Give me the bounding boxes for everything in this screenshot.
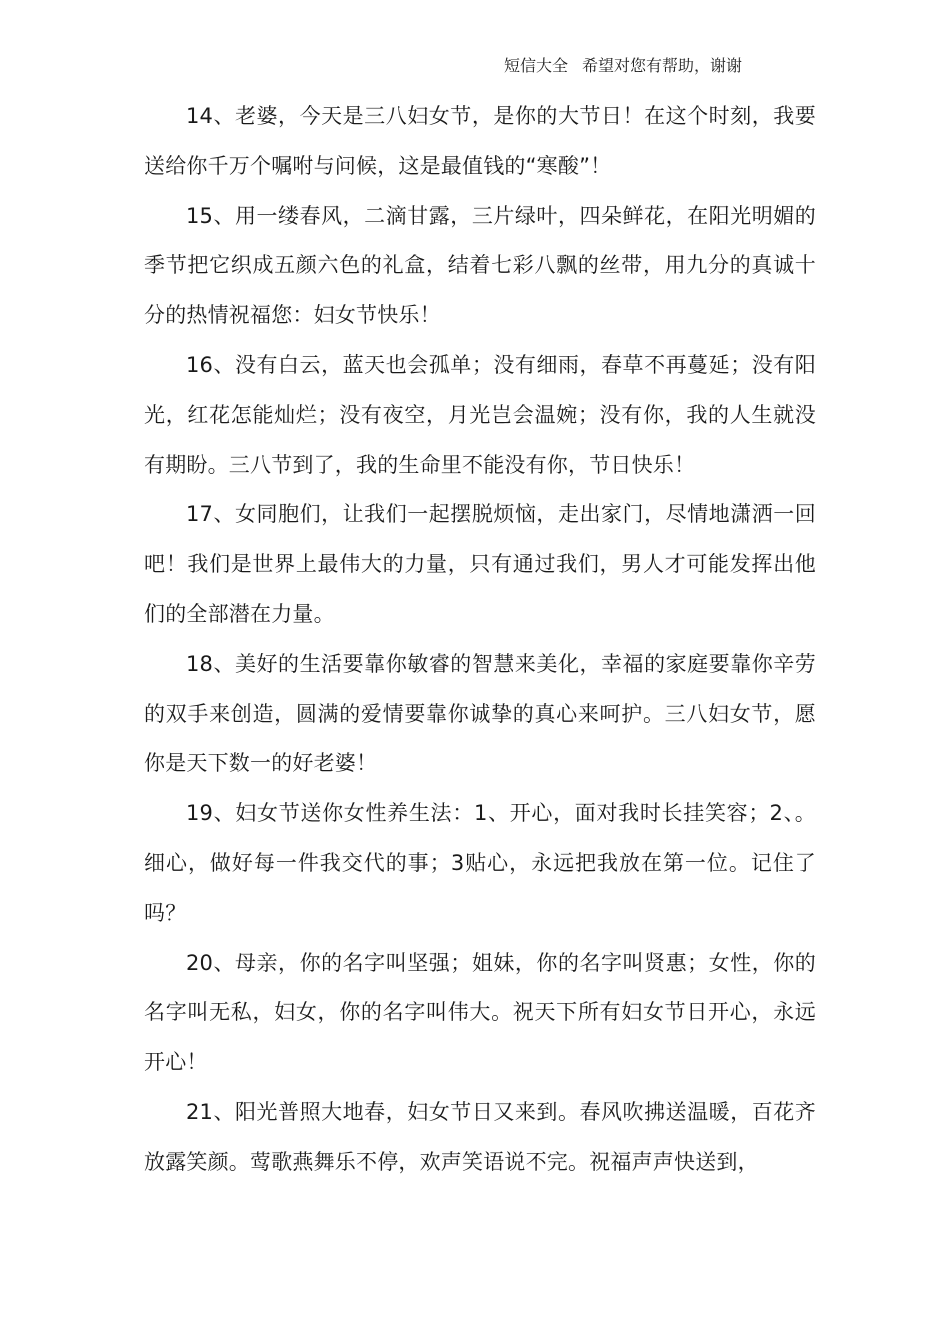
paragraph-14: 14、老婆，今天是三八妇女节，是你的大节日！在这个时刻，我要送给你千万个嘱咐与问候，这是最值钱的“寒酸”！ bbox=[144, 104, 816, 178]
document-body bbox=[144, 92, 816, 1188]
paragraph-20: 20、母亲，你的名字叫坚强；姐妹，你的名字叫贤惠；女性，你的名字叫无私，妇女，你的名字叫伟大。祝天下所有妇女节日开心，永远开心！ bbox=[144, 950, 816, 1075]
header-category: 短信大全 bbox=[504, 56, 569, 75]
paragraph-21: 21、阳光普照大地春，妇女节日又来到。春风吹拂送温暖，百花齐放露笑颜。莺歌燕舞乐不停，欢声笑语说不完。祝福声声快送到， bbox=[144, 1099, 816, 1174]
paragraph-16: 16、没有白云，蓝天也会孤单；没有细雨，春草不再蔓延；没有阳光，红花怎能灿烂；没有夜空，月光岂会温婉；没有你，我的人生就没有期盼。三八节到了，我的生命里不能没有你，节日快乐！ bbox=[144, 352, 816, 477]
paragraph-18: 18、美好的生活要靠你敏睿的智慧来美化，幸福的家庭要靠你辛劳的双手来创造，圆满的爱情要靠你诚挚的真心来呵护。三八妇女节，愿你是天下数一的好老婆！ bbox=[144, 651, 816, 776]
paragraph-15: 15、用一缕春风，二滴甘露，三片绿叶，四朵鲜花，在阳光明媚的季节把它织成五颜六色的礼盒，结着七彩八飘的丝带，用九分的真诚十分的热情祝福您：妇女节快乐！ bbox=[144, 203, 816, 328]
page-header bbox=[504, 54, 742, 78]
paragraph-19: 19、妇女节送你女性养生法：1、开心，面对我时长挂笑容；2、。细心，做好每一件我交代的事；3贴心，永远把我放在第一位。记住了吗？ bbox=[144, 801, 816, 925]
header-note: 希望对您有帮助，谢谢 bbox=[582, 56, 743, 75]
paragraph-17: 17、女同胞们，让我们一起摆脱烦恼，走出家门，尽情地潇洒一回吧！我们是世界上最伟大的力量，只有通过我们，男人才可能发挥出他们的全部潜在力量。 bbox=[144, 502, 816, 626]
